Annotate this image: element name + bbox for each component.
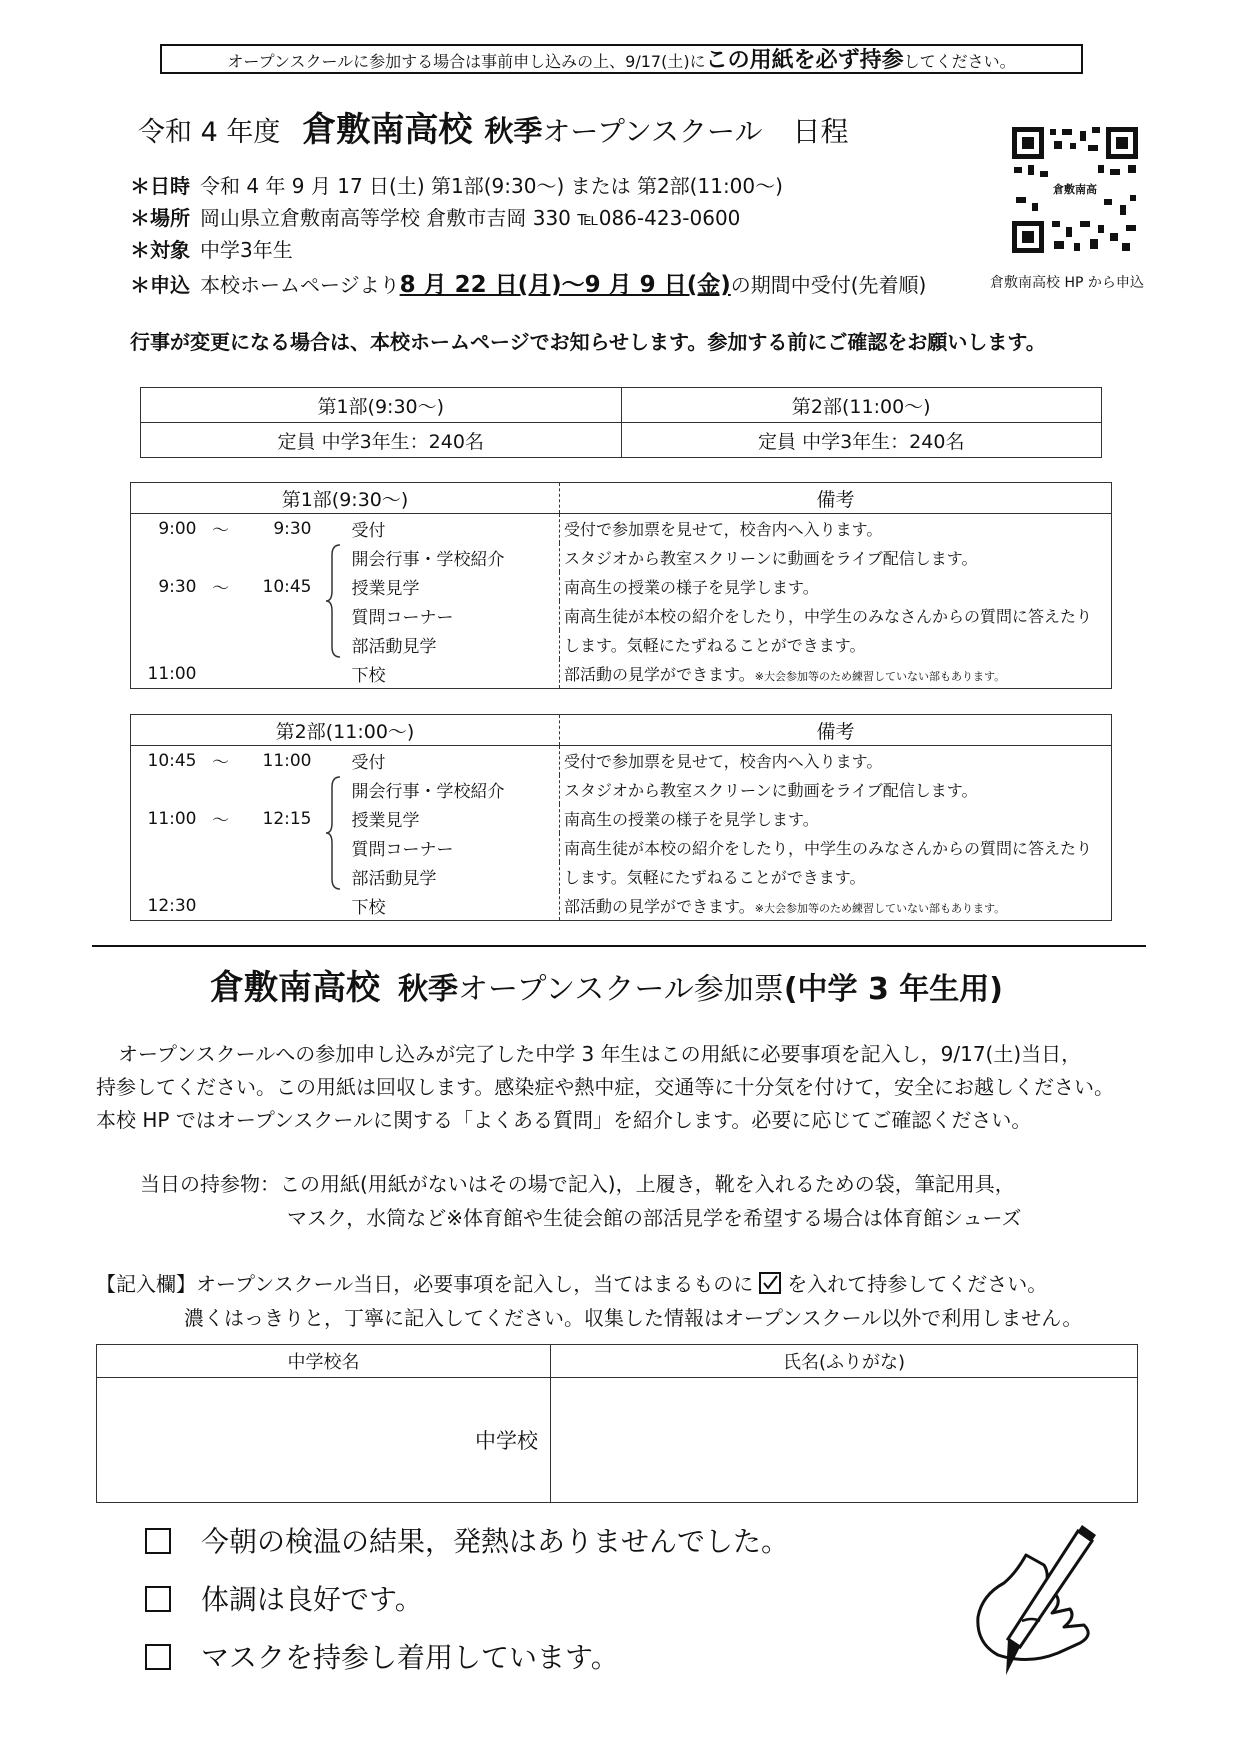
info-date-value: 令和 4 年 9 月 17 日(土) 第1部(9:30～) または 第2部(11:00～) xyxy=(200,174,783,198)
time-end xyxy=(241,543,316,572)
time-end: 12:15 xyxy=(262,808,312,829)
schedule-part1-table xyxy=(130,482,1112,689)
capacity-part2-header: 第2部(11:00～) xyxy=(621,388,1102,423)
time-start xyxy=(131,601,201,630)
info-target xyxy=(130,234,293,263)
capacity-part1-value: 定員 中学3年生：240名 xyxy=(141,423,622,458)
check-item-temperature[interactable] xyxy=(145,1520,789,1560)
schedule-note: 受付で参加票を見せて，校舎内へ入ります。 xyxy=(564,520,883,539)
time-sep xyxy=(201,833,241,862)
schedule-note: 受付で参加票を見せて，校舎内へ入ります。 xyxy=(564,752,883,771)
time-sep: ～ xyxy=(212,579,229,599)
checkbox[interactable] xyxy=(145,1586,171,1612)
schedule-note: 部活動の見学ができます。 xyxy=(564,897,755,916)
info-place-label: ＊場所 xyxy=(130,206,190,230)
time-start: 11:00 xyxy=(147,808,197,829)
hand-writing-icon xyxy=(968,1525,1118,1695)
form-title-season: 秋季 xyxy=(398,972,458,1007)
table-row xyxy=(131,746,1112,776)
checkmark-box-icon xyxy=(759,1272,781,1294)
info-date-label: ＊日時 xyxy=(130,174,190,198)
schedule2-note-header: 備考 xyxy=(560,715,1112,746)
entry-line-2: 濃くはっきりと，丁寧に記入してください。収集した情報はオープンスクール以外で利用しません。 xyxy=(184,1306,1083,1330)
info-date xyxy=(130,170,783,199)
form-title-grade: (中学 3 年生用) xyxy=(783,972,1003,1007)
schedule-note: します。気軽にたずねることができます。 xyxy=(564,868,866,887)
schedule-note: スタジオから教室スクリーンに動画をライブ配信します。 xyxy=(564,781,978,800)
belongings-line-1: 当日の持参物：この用紙(用紙がないはその場で記入)，上履き，靴を入れるための袋，筆記用具， xyxy=(140,1172,1015,1196)
title-schedule: 日程 xyxy=(792,115,849,148)
time-end xyxy=(241,891,316,921)
schedule-note-small: ※大会参加等のため練習していない部もあります。 xyxy=(754,670,1006,683)
school-name-field[interactable] xyxy=(97,1378,551,1503)
info-target-value: 中学3年生 xyxy=(200,238,293,262)
checkbox[interactable] xyxy=(145,1644,171,1670)
intro-line-1: オープンスクールへの参加申し込みが完了した中学 3 年生はこの用紙に必要事項を記入し，9/17(土)当日， xyxy=(118,1042,1082,1066)
info-place xyxy=(130,202,740,231)
table-row xyxy=(131,833,1112,862)
school-suffix: 中学校 xyxy=(475,1429,538,1453)
schedule-item: 授業見学 xyxy=(348,804,560,833)
time-end xyxy=(241,833,316,862)
time-end: 11:00 xyxy=(262,750,312,771)
page-title xyxy=(138,102,848,151)
table-row xyxy=(131,804,1112,833)
time-sep xyxy=(201,891,241,921)
student-name-field[interactable] xyxy=(551,1378,1138,1503)
table-row xyxy=(131,514,1112,544)
capacity-part2-value: 定員 中学3年生：240名 xyxy=(621,423,1102,458)
schedule-note: 南高生徒が本校の紹介をしたり，中学生のみなさんからの質問に答えたり xyxy=(564,607,1093,626)
check-label: 体調は良好です。 xyxy=(201,1583,423,1616)
title-season: 秋季 xyxy=(484,114,543,148)
qr-label: 倉敷南高 xyxy=(1053,183,1097,196)
time-end xyxy=(241,862,316,891)
time-start xyxy=(131,543,201,572)
schedule-item: 部活動見学 xyxy=(348,630,560,659)
intro-line-3: 本校 HP ではオープンスクールに関する「よくある質問」を紹介します。必要に応じてご確認ください。 xyxy=(96,1108,1032,1132)
schedule-part2-table xyxy=(130,714,1112,921)
time-start: 9:30 xyxy=(158,576,197,597)
table-row xyxy=(131,601,1112,630)
table-row xyxy=(131,862,1112,891)
table-row xyxy=(131,630,1112,659)
schedule-item: 質問コーナー xyxy=(348,601,560,630)
time-sep: ～ xyxy=(212,521,229,541)
time-sep: ～ xyxy=(212,811,229,831)
time-end: 10:45 xyxy=(262,576,312,597)
schedule-item: 開会行事・学校紹介 xyxy=(348,775,560,804)
form-col-school: 中学校名 xyxy=(97,1345,551,1378)
schedule1-note-header: 備考 xyxy=(560,483,1112,514)
time-sep xyxy=(201,862,241,891)
entry-line-1 xyxy=(96,1268,1047,1297)
title-year: 令和 4 年度 xyxy=(138,117,281,148)
schedule-note-cell xyxy=(560,659,1112,689)
time-start xyxy=(131,630,201,659)
time-start: 12:30 xyxy=(147,895,197,916)
schedule1-header: 第1部(9:30～) xyxy=(131,483,560,514)
time-start: 10:45 xyxy=(147,750,197,771)
check-item-condition[interactable] xyxy=(145,1578,423,1618)
schedule-note: 部活動の見学ができます。 xyxy=(564,665,755,684)
info-apply-period: 8 月 22 日(月)～9 月 9 日(金) xyxy=(399,272,731,298)
schedule-item: 部活動見学 xyxy=(348,862,560,891)
title-event: オープンスクール xyxy=(542,115,763,148)
time-sep xyxy=(201,543,241,572)
time-end xyxy=(241,601,316,630)
schedule-item: 開会行事・学校紹介 xyxy=(348,543,560,572)
time-sep xyxy=(201,659,241,689)
schedule-item: 受付 xyxy=(348,746,560,776)
time-start: 11:00 xyxy=(147,663,197,684)
schedule-note: 南高生徒が本校の紹介をしたり，中学生のみなさんからの質問に答えたり xyxy=(564,839,1093,858)
schedule-note-small: ※大会参加等のため練習していない部もあります。 xyxy=(754,902,1006,915)
check-label: 今朝の検温の結果，発熱はありませんでした。 xyxy=(201,1525,790,1558)
checkbox[interactable] xyxy=(145,1528,171,1554)
check-label: マスクを持参し着用しています。 xyxy=(201,1641,619,1674)
time-sep xyxy=(201,601,241,630)
capacity-part1-header: 第1部(9:30～) xyxy=(141,388,622,423)
change-warning: 行事が変更になる場合は、本校ホームページでお知らせします。参加する前にご確認をお願いします。 xyxy=(130,330,1046,354)
table-row xyxy=(131,572,1112,601)
notice-lead: オープンスクールに参加する場合は事前申し込みの上、9/17(土)に xyxy=(227,52,706,71)
schedule-note: スタジオから教室スクリーンに動画をライブ配信します。 xyxy=(564,549,978,568)
brace xyxy=(316,775,348,891)
schedule-item: 授業見学 xyxy=(348,572,560,601)
time-start xyxy=(131,775,201,804)
belongings-line-2: マスク，水筒など※体育館や生徒会館の部活見学を希望する場合は体育館シューズ xyxy=(287,1206,1022,1230)
info-apply-label: ＊申込 xyxy=(130,273,190,297)
table-row xyxy=(131,659,1112,689)
time-sep xyxy=(201,775,241,804)
schedule-note-cell xyxy=(560,891,1112,921)
time-end: 9:30 xyxy=(273,518,312,539)
form-title-school: 倉敷南高校 xyxy=(210,968,380,1008)
schedule2-header: 第2部(11:00～) xyxy=(131,715,560,746)
time-sep xyxy=(201,630,241,659)
form-title-event: オープンスクール参加票 xyxy=(458,972,784,1007)
info-apply xyxy=(130,266,926,299)
notice-tail: してください。 xyxy=(903,52,1016,71)
time-end xyxy=(241,659,316,689)
form-title xyxy=(210,960,1003,1009)
time-end xyxy=(241,775,316,804)
table-row xyxy=(131,543,1112,572)
info-place-value: 岡山県立倉敷南高等学校 倉敷市吉岡 330 ℡086-423-0600 xyxy=(200,206,741,230)
time-sep: ～ xyxy=(212,753,229,773)
qr-caption: 倉敷南高校 HP から申込 xyxy=(990,275,1144,291)
time-start xyxy=(131,862,201,891)
time-start xyxy=(131,833,201,862)
section-divider xyxy=(92,945,1146,947)
table-row xyxy=(131,775,1112,804)
schedule-item: 受付 xyxy=(348,514,560,544)
brace xyxy=(316,543,348,659)
schedule-item: 下校 xyxy=(348,891,560,921)
intro-line-2: 持参してください。この用紙は回収します。感染症や熱中症，交通等に十分気を付けて，安全にお越しください。 xyxy=(96,1075,1114,1099)
notice-emphasis: この用紙を必ず持参 xyxy=(705,48,904,73)
entry-form-table xyxy=(96,1344,1138,1503)
qr-code[interactable] xyxy=(1010,125,1140,255)
info-apply-pre: 本校ホームページより xyxy=(200,273,400,297)
schedule-item: 質問コーナー xyxy=(348,833,560,862)
check-item-mask[interactable] xyxy=(145,1636,619,1676)
info-apply-post: の期間中受付(先着順) xyxy=(730,273,927,297)
time-end xyxy=(241,630,316,659)
table-row xyxy=(131,891,1112,921)
schedule-note: 南高生の授業の様子を見学します。 xyxy=(564,810,819,829)
entry-line-1-pre: 【記入欄】オープンスクール当日，必要事項を記入し，当てはまるものに xyxy=(96,1272,754,1296)
schedule-item: 下校 xyxy=(348,659,560,689)
info-target-label: ＊対象 xyxy=(130,238,190,262)
schedule-note: します。気軽にたずねることができます。 xyxy=(564,636,866,655)
time-start: 9:00 xyxy=(158,518,197,539)
entry-line-1-post: を入れて持参してください。 xyxy=(787,1272,1048,1296)
title-school: 倉敷南高校 xyxy=(302,110,473,150)
capacity-table xyxy=(140,387,1102,458)
notice-banner xyxy=(160,44,1083,74)
schedule-note: 南高生の授業の様子を見学します。 xyxy=(564,578,819,597)
form-col-name: 氏名(ふりがな) xyxy=(551,1345,1138,1378)
